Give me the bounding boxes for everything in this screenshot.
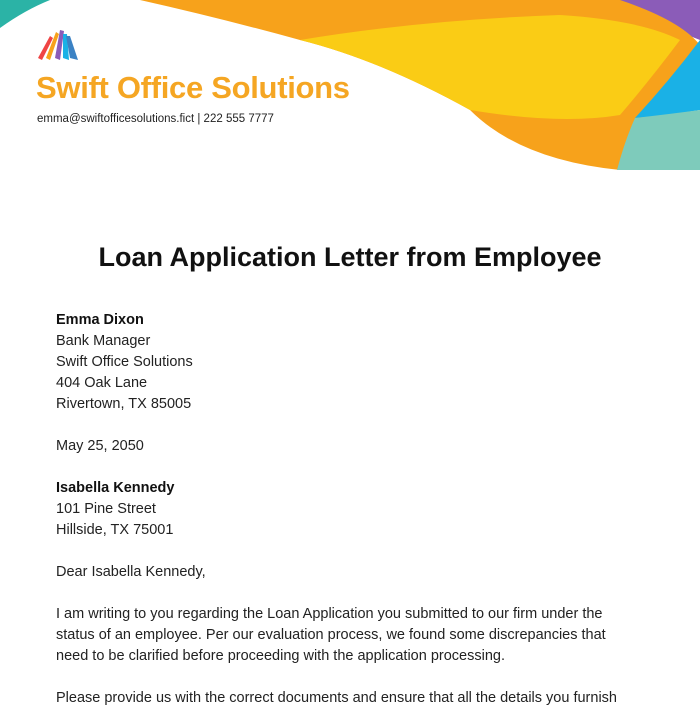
paragraph-2-line: Please provide us with the correct documents and ensure that all the details you furnish (56, 690, 617, 706)
sender-city: Hillside, TX 75001 (56, 522, 174, 538)
letter-date: May 25, 2050 (56, 438, 144, 454)
paragraph-1 (56, 604, 656, 667)
recipient-role: Bank Manager (56, 333, 151, 349)
sender-name: Isabella Kennedy (56, 480, 175, 496)
contact-line: emma@swiftofficesolutions.fict | 222 555 7777 (37, 113, 274, 125)
recipient-company: Swift Office Solutions (56, 354, 193, 370)
spacer (56, 415, 656, 436)
letterhead (0, 0, 700, 180)
spacer (56, 457, 656, 478)
recipient-street: 404 Oak Lane (56, 375, 148, 391)
paragraph-1-line: need to be clarified before proceeding with the application processing. (56, 648, 505, 664)
recipient-city: Rivertown, TX 85005 (56, 396, 192, 412)
paragraph-1-line: I am writing to you regarding the Loan Application you submitted to our firm under the (56, 606, 603, 622)
paragraph-1-line: status of an employee. Per our evaluation process, we found some discrepancies that (56, 627, 606, 643)
recipient-name: Emma Dixon (56, 312, 144, 328)
sender-street: 101 Pine Street (56, 501, 156, 517)
spacer (56, 583, 656, 604)
company-name: Swift Office Solutions (36, 70, 350, 105)
document-title: Loan Application Letter from Employee (98, 242, 602, 272)
salutation: Dear Isabella Kennedy, (56, 564, 206, 580)
stripes-logo-icon (36, 28, 82, 64)
paragraph-2 (56, 688, 656, 709)
spacer (56, 667, 656, 688)
teal-corner-wave (0, 0, 50, 28)
spacer (56, 541, 656, 562)
letter-body (56, 310, 656, 709)
